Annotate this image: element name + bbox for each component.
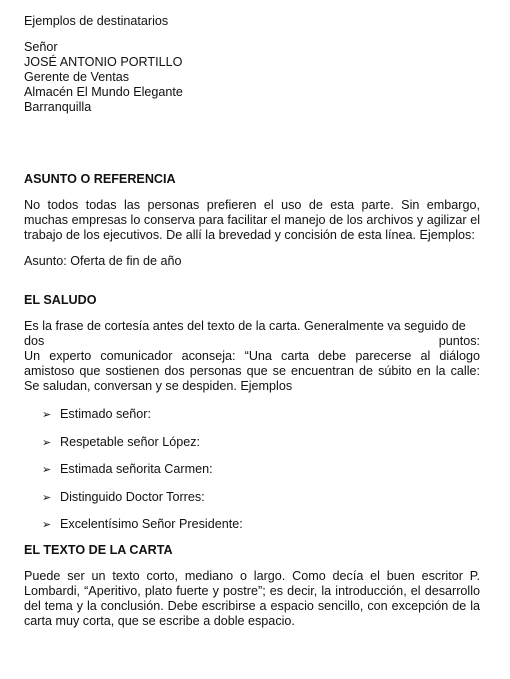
list-item-text: Estimado señor: [60,407,151,421]
address-line: Gerente de Ventas [24,70,130,84]
heading-asunto: ASUNTO O REFERENCIA [24,172,176,186]
recipient-address [24,40,480,115]
saludo-word-right: puntos: [438,334,480,348]
list-item [42,490,480,505]
list-item-text: Distinguido Doctor Torres: [60,489,205,504]
saludo-line-2 [24,334,480,349]
doc-title: Ejemplos de destinatarios [24,14,169,28]
list-item [42,407,480,422]
arrow-bullet-icon: ➢ [42,435,52,449]
list-item-text: Respetable señor López: [60,434,201,449]
address-line: Almacén El Mundo Elegante [24,85,183,99]
address-line: Barranquilla [24,100,92,114]
saludo-line-1: Es la frase de cortesía antes del texto de la carta. Generalmente va seguido de [24,319,466,333]
saludo-word-left: dos [24,334,45,348]
asunto-example: Asunto: Oferta de fin de año [24,254,182,268]
heading-saludo: EL SALUDO [24,293,97,307]
saludo-paragraph [24,319,480,394]
address-line: JOSÉ ANTONIO PORTILLO [24,55,183,69]
list-item [42,462,480,477]
saludo-paragraph-2: Un experto comunicador aconseja: “Una carta debe parecerse al diálogo amistoso que sostienen dos personas que se encuentran de súbito en la calle: Se saludan, conversan y se despiden. Ejemplos [24,349,480,393]
texto-paragraph: Puede ser un texto corto, mediano o largo. Como decía el buen escritor P. Lombardi, “Aperitivo, plato fuerte y postre”; es decir, la introducción, el desarrollo del tema y la conclusión. Debe escribirse a espacio sencillo, con excepción de la carta muy corta, que se escribe a doble espacio. [24,569,480,628]
arrow-bullet-icon: ➢ [42,518,52,531]
address-line: Señor [24,40,58,54]
list-item [42,517,480,532]
arrow-bullet-icon: ➢ [42,463,52,476]
list-item-text: Excelentísimo Señor Presidente: [60,517,243,531]
asunto-paragraph: No todos todas las personas prefieren el uso de esta parte. Sin embargo, muchas empresas lo conserva para facilitar el manejo de los archivos y agilizar el trabajo de los ejecutivos. De allí la brevedad y concisión de esta línea. Ejemplos: [24,198,480,242]
greeting-examples-list [24,407,480,532]
arrow-bullet-icon: ➢ [42,408,52,421]
list-item-text: Estimada señorita Carmen: [60,462,213,476]
heading-texto: EL TEXTO DE LA CARTA [24,543,173,557]
arrow-bullet-icon: ➢ [42,490,52,504]
list-item [42,435,480,450]
